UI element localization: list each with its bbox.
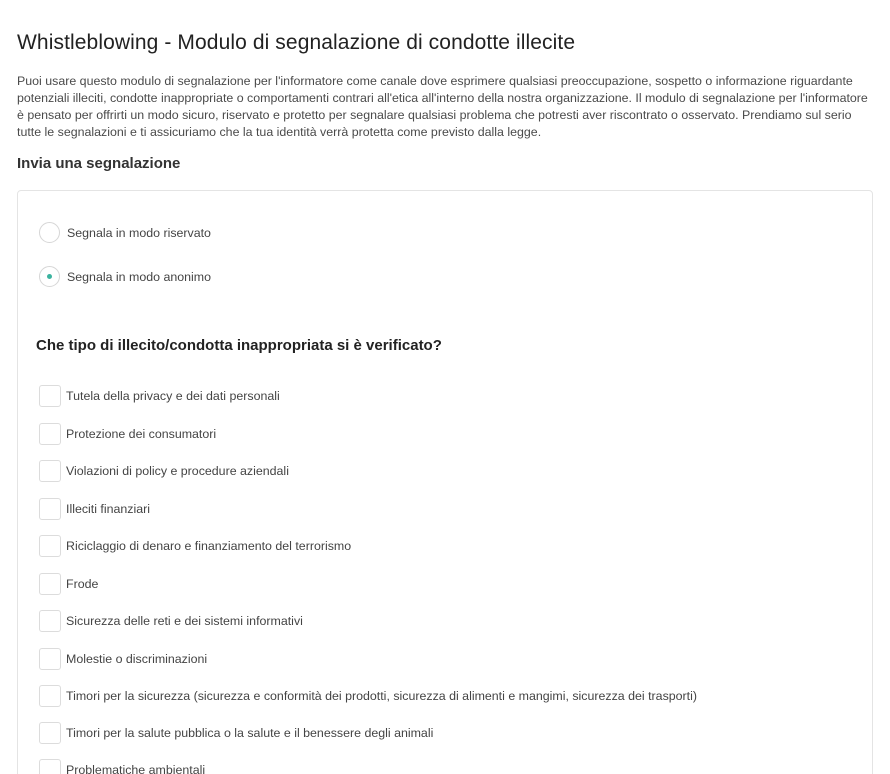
checkbox-money-laundering[interactable] — [39, 535, 61, 557]
category-option-environmental[interactable] — [39, 759, 205, 774]
category-label-harassment: Molestie o discriminazioni — [66, 652, 208, 666]
category-option-financial-misconduct[interactable] — [39, 498, 150, 520]
category-option-consumer-protection[interactable] — [39, 423, 216, 445]
category-option-network-security[interactable] — [39, 610, 303, 632]
radio-button-confidential[interactable] — [39, 222, 60, 243]
page-title: Whistleblowing - Modulo di segnalazione di condotte illecite — [17, 31, 576, 54]
checkbox-policy-violations[interactable] — [39, 460, 61, 482]
radio-button-anonymous[interactable] — [39, 266, 60, 287]
category-option-policy-violations[interactable] — [39, 460, 289, 482]
category-label-safety-concerns: Timori per la sicurezza (sicurezza e conformità dei prodotti, sicurezza di alimenti e mangimi, sicurezza dei trasporti) — [66, 689, 698, 703]
checkbox-harassment[interactable] — [39, 648, 61, 670]
category-option-money-laundering[interactable] — [39, 535, 351, 557]
category-label-privacy: Tutela della privacy e dei dati personali — [66, 389, 280, 403]
checkbox-public-health[interactable] — [39, 722, 61, 744]
checkbox-safety-concerns[interactable] — [39, 685, 61, 707]
checkbox-financial-misconduct[interactable] — [39, 498, 61, 520]
category-option-public-health[interactable] — [39, 722, 433, 744]
radio-label-confidential: Segnala in modo riservato — [67, 225, 211, 240]
category-label-public-health: Timori per la salute pubblica o la salute e il benessere degli animali — [66, 726, 434, 740]
category-label-environmental: Problematiche ambientali — [66, 763, 206, 774]
section-heading: Invia una segnalazione — [17, 155, 181, 172]
radio-label-anonymous: Segnala in modo anonimo — [67, 269, 211, 284]
category-option-safety-concerns[interactable] — [39, 685, 697, 707]
checkbox-network-security[interactable] — [39, 610, 61, 632]
checkbox-privacy[interactable] — [39, 385, 61, 407]
category-label-network-security: Sicurezza delle reti e dei sistemi informativi — [66, 614, 303, 628]
radio-option-confidential[interactable] — [39, 222, 211, 243]
category-option-fraud[interactable] — [39, 573, 98, 595]
category-option-privacy[interactable] — [39, 385, 280, 407]
category-label-policy-violations: Violazioni di policy e procedure aziendali — [66, 464, 289, 478]
checkbox-consumer-protection[interactable] — [39, 423, 61, 445]
checkbox-environmental[interactable] — [39, 759, 61, 774]
category-label-money-laundering: Riciclaggio di denaro e finanziamento del terrorismo — [66, 539, 352, 553]
intro-text: Puoi usare questo modulo di segnalazione per l'informatore come canale dove esprimere qualsiasi preoccupazione, sospetto o informazione riguardante potenziali illeciti, condotte inappropriate o comportamenti contrari all'etica all'interno della nostra organizzazione. Il modulo di segnalazione per l'informatore è pensato per offrirti un modo sicuro, riservato e protetto per segnalare qualsiasi problema che potresti aver riscontrato o osservato. Prendiamo sul serio tutte le segnalazioni e ti assicuriamo che la tua identità verrà protetta come previsto dalla legge. — [17, 74, 868, 139]
category-option-harassment[interactable] — [39, 648, 207, 670]
checkbox-fraud[interactable] — [39, 573, 61, 595]
category-label-fraud: Frode — [66, 577, 99, 591]
category-label-consumer-protection: Protezione dei consumatori — [66, 427, 217, 441]
radio-option-anonymous[interactable] — [39, 266, 211, 287]
category-label-financial-misconduct: Illeciti finanziari — [66, 502, 151, 516]
violation-type-question: Che tipo di illecito/condotta inappropriata si è verificato? — [36, 337, 442, 354]
